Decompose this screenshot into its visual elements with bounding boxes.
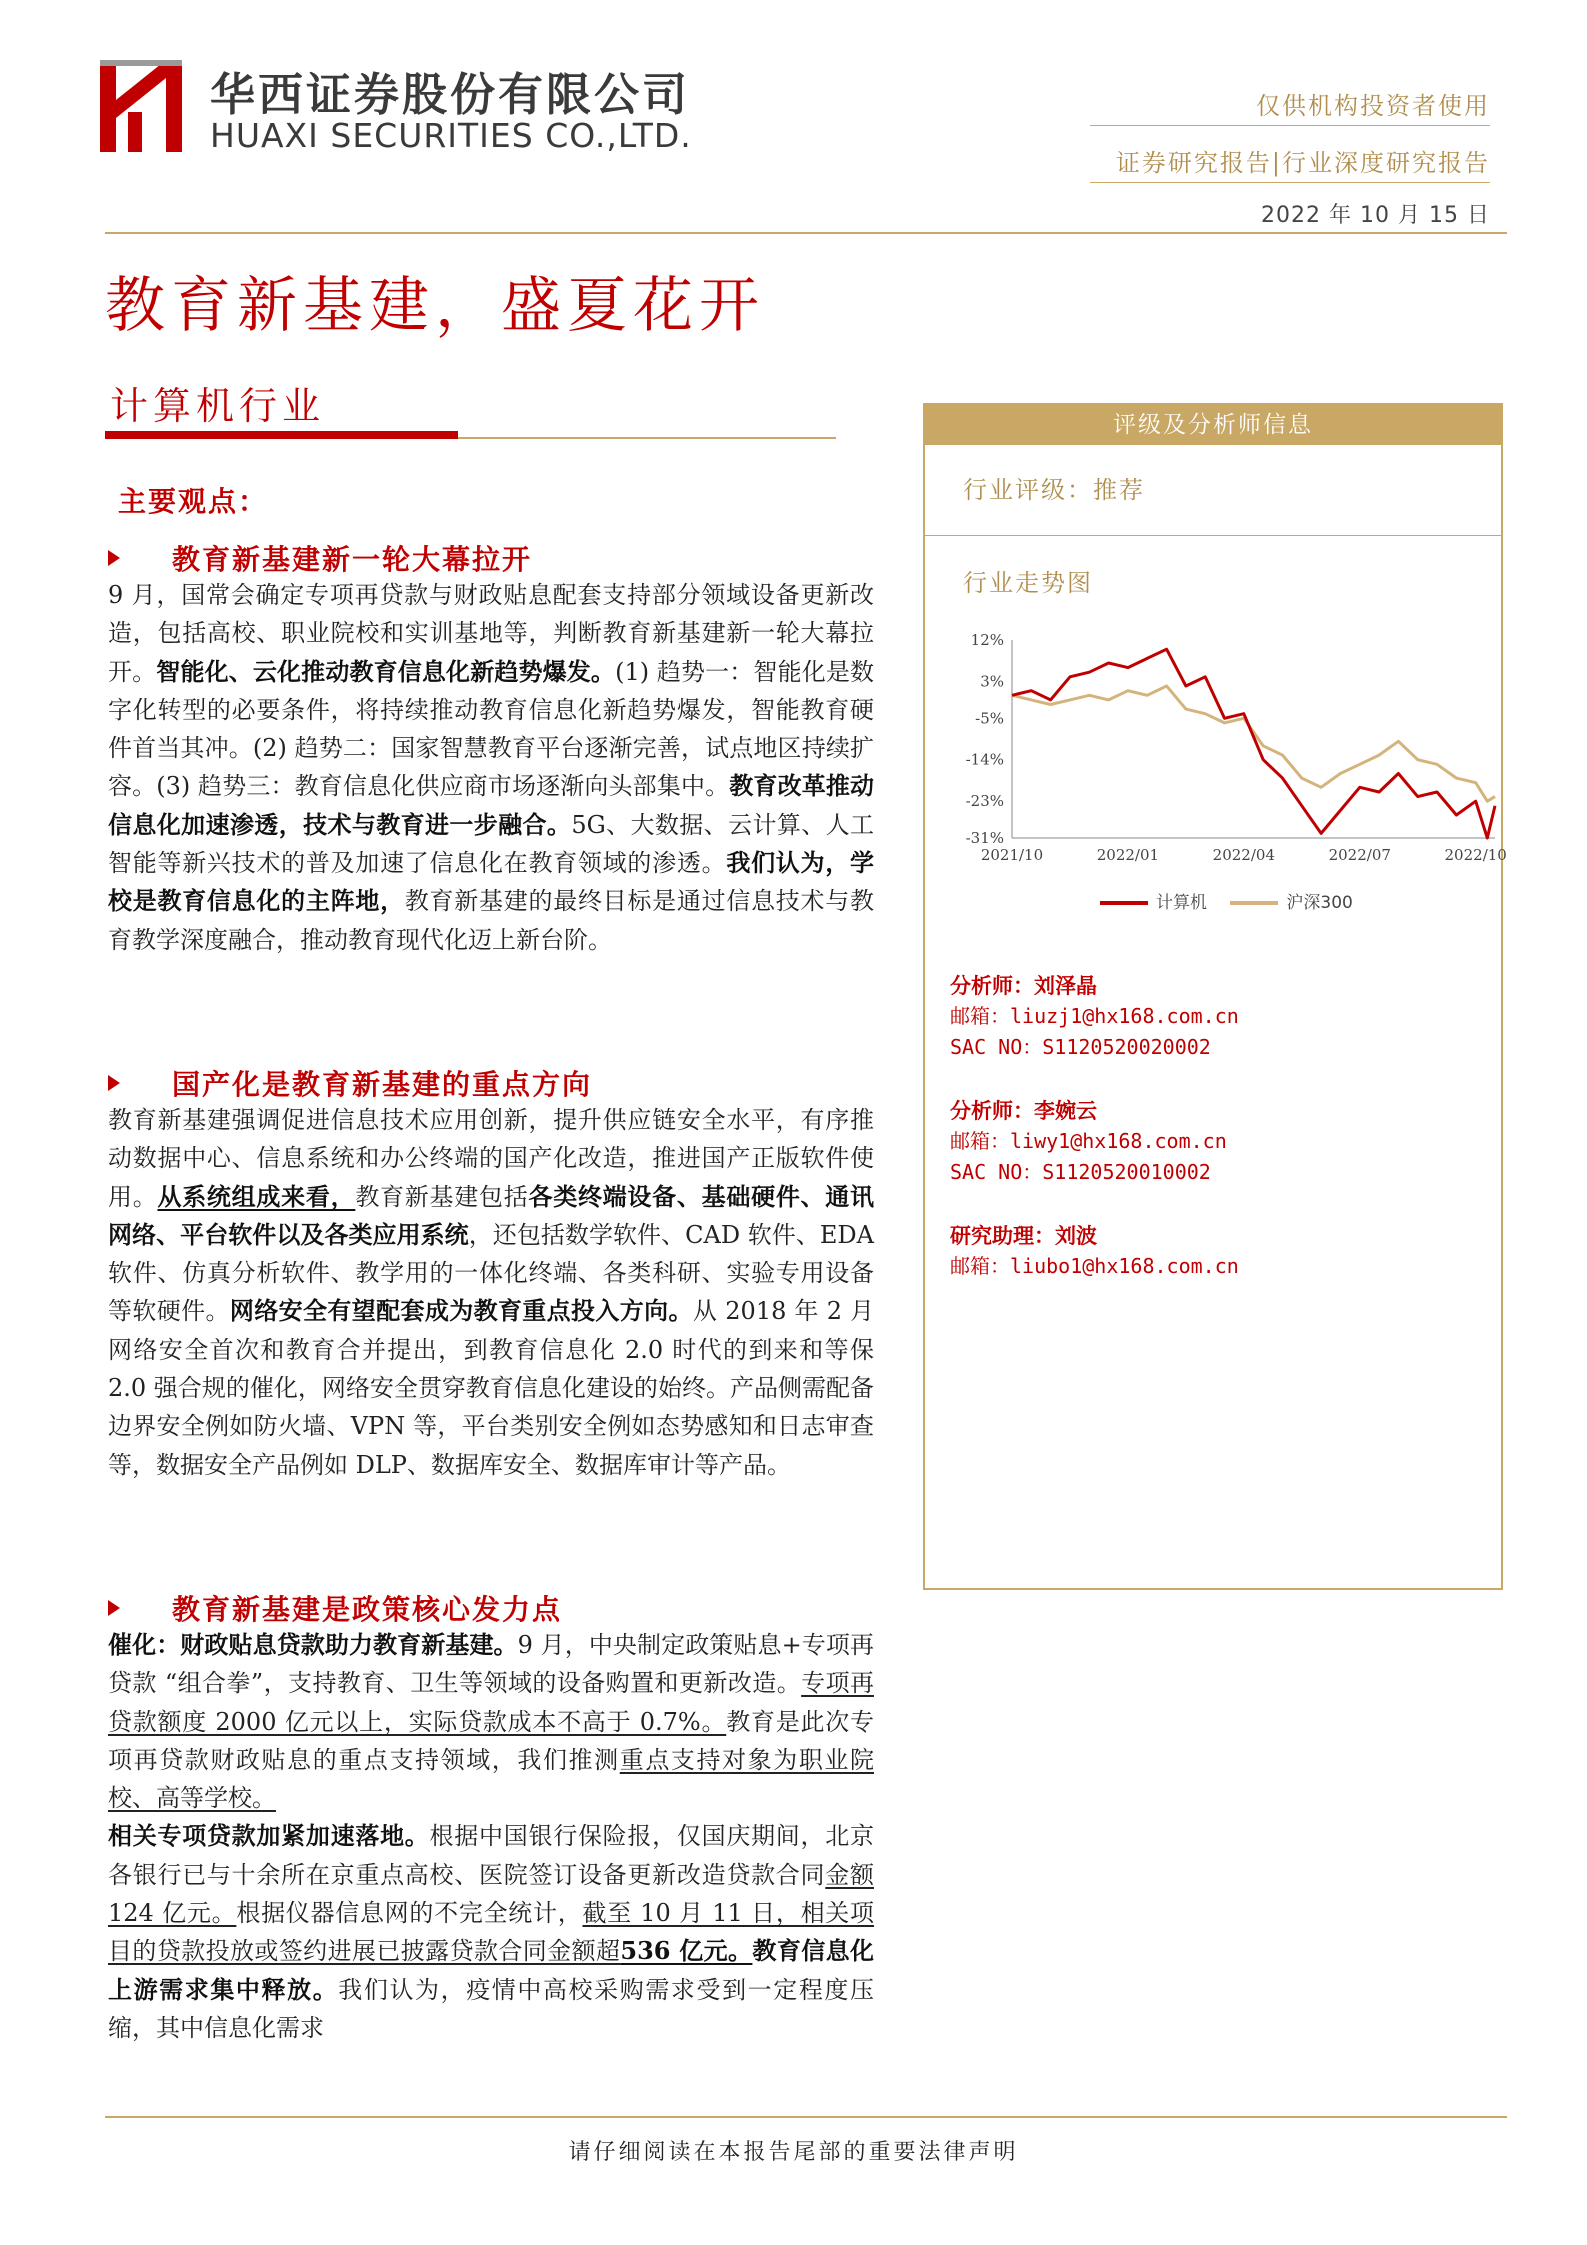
paragraph-text: 教育改革推动信息化加速渗透，技术与教育进一步融合。 [108, 771, 875, 839]
analyst-block [950, 1220, 1239, 1282]
x-tick-label: 2022/01 [1096, 846, 1160, 864]
paragraph-text: 专项再贷款额度 2000 亿元以上，实际贷款成本不高于 0.7%。 [108, 1669, 875, 1736]
paragraph-text: 根据中国银行保险报，仅国庆期间，北京各银行已与十余所在京重点高校、医院签订设备更新改造贷款合同 [108, 1822, 875, 1889]
section-heading: 国产化是教育新基建的重点方向 [108, 1063, 592, 1103]
triangle-bullet-icon [108, 1075, 120, 1091]
y-tick-label: -23% [965, 792, 1004, 811]
paragraph-text: 我们认为，疫情中高校采购需求受到一定程度压缩，其中信息化需求 [108, 1975, 875, 2042]
company-logo-icon [100, 60, 182, 152]
triangle-bullet-icon [108, 550, 120, 566]
analyst-email: 邮箱：liuzj1@hx168.com.cn [950, 1004, 1239, 1028]
header-divider [1090, 125, 1490, 126]
analyst-block [950, 970, 1239, 1063]
y-tick-label: 12% [970, 631, 1004, 649]
paragraph-text: 催化：财政贴息贷款助力教育新基建。 [108, 1630, 518, 1659]
industry-underline-gold [458, 437, 836, 439]
paragraph-text: 教育信息化上游需求集中释放。 [108, 1936, 875, 2004]
paragraph-text: 从 2018 年 2 月网络安全首次和教育合并提出，到教育信息化 2.0 时代的到来和等保 2.0 强合规的催化，网络安全贯穿教育信息化建设的始终。产品侧需配备边界安全例如防火墙、VPN 等，平台类别安全例如态势感知和日志审查等，数据安全产品例如 DLP、数据库安全、数据库审计等产品。 [108, 1297, 874, 1479]
x-tick-label: 2021/10 [980, 846, 1044, 864]
trend-chart [950, 628, 1507, 920]
x-tick-label: 2022/04 [1212, 846, 1276, 864]
section-body [108, 1626, 874, 2047]
x-tick-label: 2022/10 [1444, 846, 1507, 864]
paragraph-text: 5G、大数据、云计算、人工智能等新兴技术的普及加速了信息化在教育领域的渗透。 [108, 810, 874, 878]
section-body [108, 576, 874, 959]
legal-notice: 请仔细阅读在本报告尾部的重要法律声明 [568, 2140, 1019, 2165]
paragraph-text: 教育新基建的最终目标是通过信息技术与教育教学深度融合，推动教育现代化迈上新台阶。 [108, 887, 875, 954]
analyst-email: 邮箱：liubo1@hx168.com.cn [950, 1254, 1239, 1278]
paragraph-text: 智能化、云化推动教育信息化新趋势爆发。 [156, 656, 616, 686]
paragraph-text: 相关专项贷款加紧加速落地。 [108, 1821, 430, 1851]
y-tick-label: -31% [965, 829, 1004, 847]
x-tick-label: 2022/07 [1328, 846, 1391, 864]
triangle-bullet-icon [108, 1600, 120, 1616]
paragraph-text: 9 月，国常会确定专项再贷款与财政贴息配套支持部分领域设备更新改造，包括高校、职业院校和实训基地等，判断教育新基建新一轮大幕拉开。 [108, 581, 874, 686]
analyst-sac: SAC NO：S1120520010002 [950, 1160, 1211, 1184]
report-title: 教育新基建，盛夏花开 [105, 271, 765, 341]
header-rule [105, 232, 1507, 234]
series-line [1012, 649, 1495, 838]
paragraph-text: 9 月，中央制定政策贴息+专项再贷款 “组合拳”，支持教育、卫生等领域的设备购置和更新改造。 [108, 1631, 874, 1698]
report-type: 证券研究报告|行业深度研究报告 [1115, 149, 1490, 177]
trend-title: 行业走势图 [963, 569, 1093, 597]
paragraph-text: (1) 趋势一：智能化是数字化转型的必要条件，将持续推动教育信息化新趋势爆发，智能教育硬件首当其冲。(2) 趋势二：国家智慧教育平台逐渐完善，试点地区持续扩容。(3) 趋势三：教育信息化供应商市场逐渐向头部集中。 [108, 657, 875, 801]
company-name-en: HUAXI SECURITIES CO.,LTD. [210, 116, 692, 155]
series-line [1012, 686, 1495, 801]
paragraph-text: 根据仪器信息网的不完全统计， [236, 1899, 583, 1928]
paragraph-text: 网络安全有望配套成为教育重点投入方向。 [229, 1296, 693, 1326]
paragraph-text: 截至 10 月 11 日，相关项目的贷款投放或签约进展已披露贷款合同金额超 [108, 1899, 875, 1966]
legend-swatch [1230, 901, 1278, 905]
legend-label: 沪深300 [1286, 893, 1353, 913]
panel-divider [923, 535, 1503, 536]
industry-rating: 行业评级：推荐 [963, 476, 1145, 504]
y-tick-label: -14% [965, 750, 1004, 769]
analyst-block [950, 1095, 1227, 1188]
y-tick-label: -5% [975, 709, 1004, 728]
paragraph-text: 金额 124 亿元。 [108, 1860, 874, 1928]
paragraph-text: ，还包括数学软件、CAD 软件、EDA 软件、仿真分析软件、教学用的一体化终端、各类科研、实验专用设备等软硬件。 [108, 1220, 874, 1326]
paragraph-text: 我们认为，学校是教育信息化的主阵地， [108, 848, 875, 916]
industry-label: 计算机行业 [110, 384, 326, 428]
y-tick-label: 3% [980, 672, 1004, 691]
main-points-heading: 主要观点： [118, 485, 269, 518]
header-divider [1090, 182, 1490, 183]
paragraph-text: 各类终端设备、基础硬件、通讯网络、平台软件以及各类应用系统 [108, 1181, 875, 1249]
section-body [108, 1101, 874, 1484]
paragraph-text: 536 亿元。 [620, 1936, 753, 1966]
footer-rule [105, 2116, 1507, 2118]
legend-swatch [1100, 901, 1148, 905]
company-name-cn: 华西证券股份有限公司 [210, 68, 691, 121]
legend-label: 计算机 [1156, 893, 1207, 913]
analyst-name: 分析师：刘泽晶 [950, 973, 1097, 998]
analyst-name: 分析师：李婉云 [950, 1098, 1097, 1123]
chart-legend [1100, 888, 1353, 913]
section-heading: 教育新基建是政策核心发力点 [108, 1588, 562, 1628]
analyst-name: 研究助理：刘波 [950, 1223, 1097, 1248]
report-date: 2022 年 10 月 15 日 [1261, 203, 1490, 228]
industry-underline [105, 431, 458, 439]
analyst-email: 邮箱：liwy1@hx168.com.cn [950, 1129, 1227, 1153]
panel-title: 评级及分析师信息 [925, 405, 1501, 445]
paragraph-text: 重点支持对象为职业院校、高等学校。 [108, 1745, 875, 1813]
paragraph-text: 教育是此次专项再贷款财政贴息的重点支持领域，我们推测 [108, 1707, 875, 1774]
paragraph-text: 教育新基建包括 [355, 1182, 529, 1211]
analyst-sac: SAC NO：S1120520020002 [950, 1035, 1211, 1059]
audience-notice: 仅供机构投资者使用 [1256, 92, 1490, 120]
paragraph-text: 教育新基建强调促进信息技术应用创新，提升供应链安全水平，有序推动数据中心、信息系统和办公终端的国产化改造，推进国产正版软件使用。 [108, 1106, 874, 1211]
section-heading: 教育新基建新一轮大幕拉开 [108, 538, 532, 578]
paragraph-text: 从系统组成来看， [157, 1181, 356, 1211]
